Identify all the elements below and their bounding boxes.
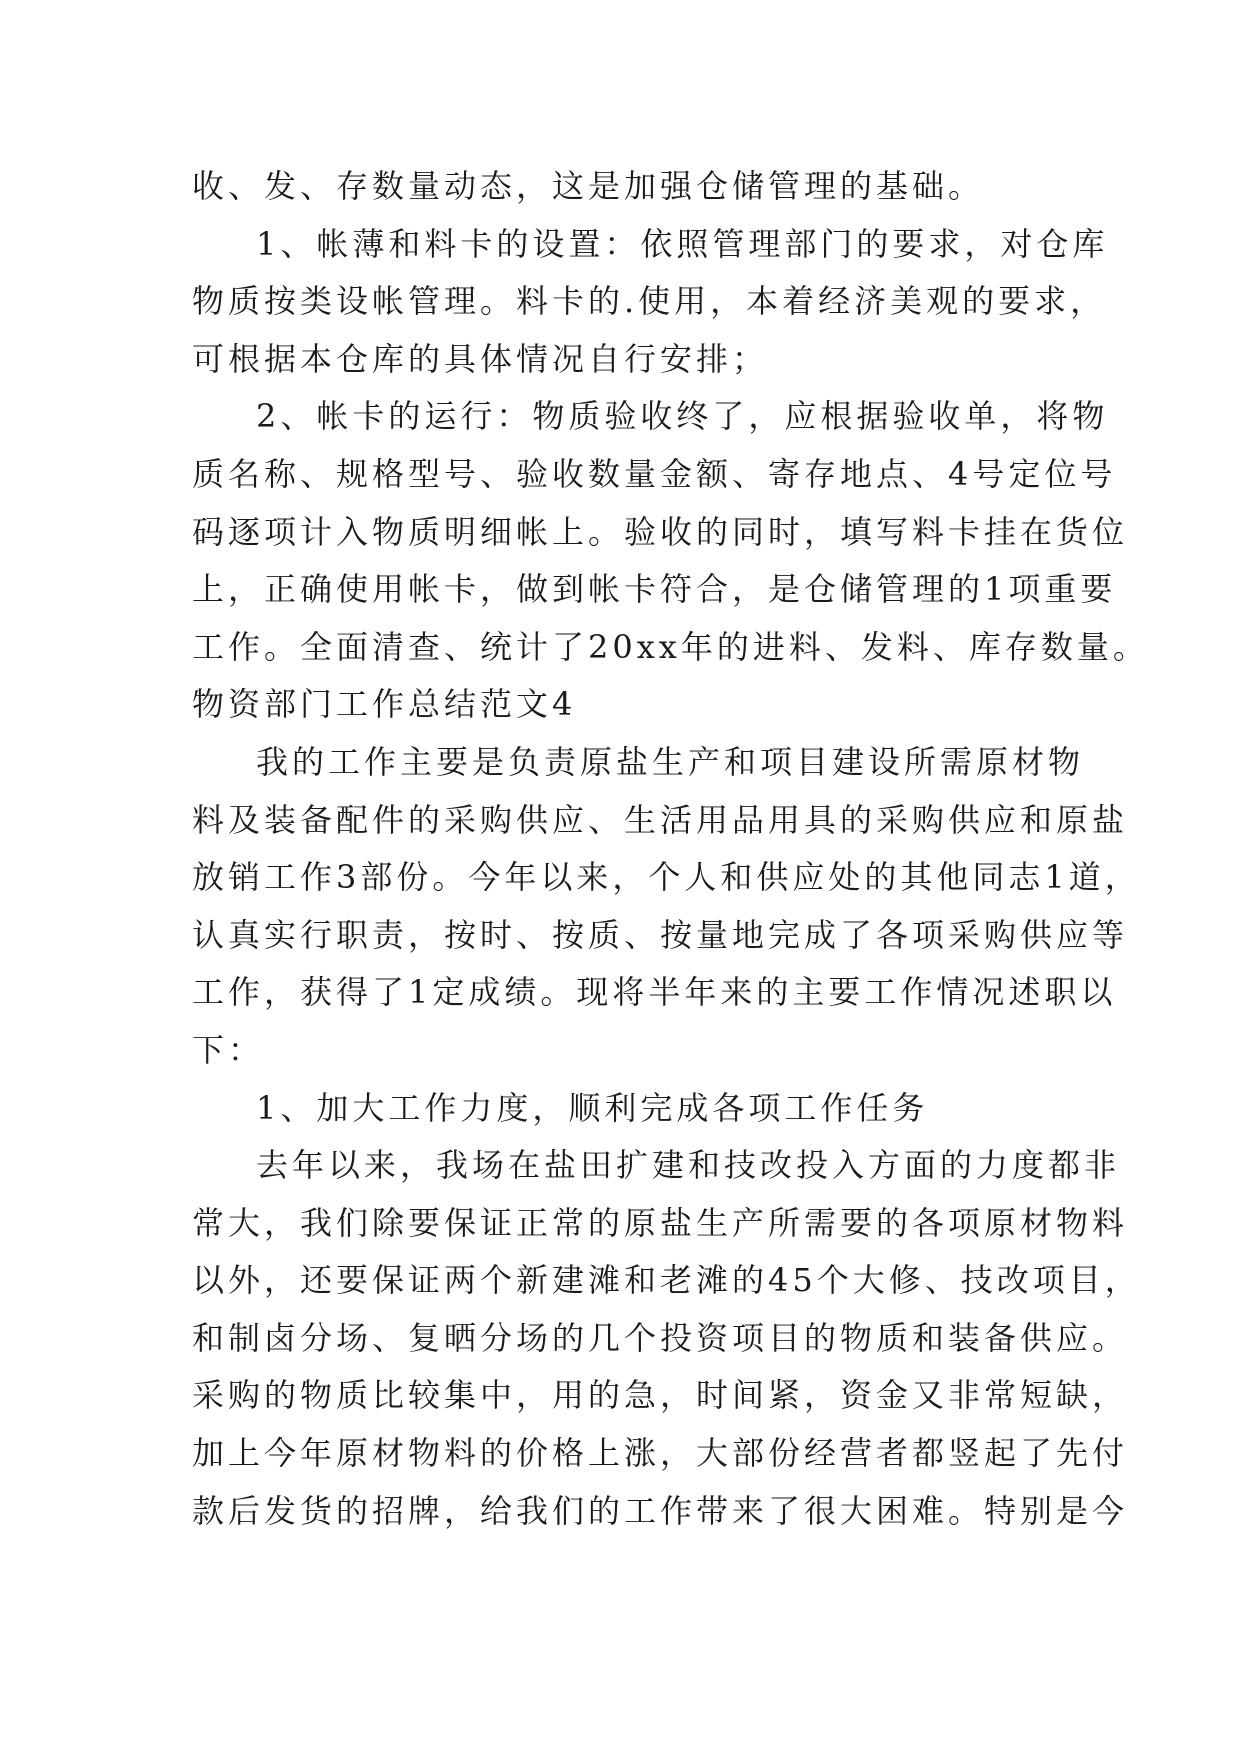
section-title: 物资部门工作总结范文4 bbox=[192, 685, 577, 724]
subheading: 1、加大工作力度，顺利完成各项工作任务 bbox=[256, 1088, 929, 1127]
text-line: 质名称、规格型号、验收数量金额、寄存地点、4号定位号 bbox=[192, 454, 1117, 493]
text-line: 以外，还要保证两个新建滩和老滩的45个大修、技改项目， bbox=[192, 1261, 1141, 1300]
text-line: 认真实行职责，按时、按质、按量地完成了各项采购供应等 bbox=[192, 915, 1129, 954]
text-line: 采购的物质比较集中，用的急，时间紧，资金又非常短缺， bbox=[192, 1376, 1129, 1415]
text-line: 收、发、存数量动态，这是加强仓储管理的基础。 bbox=[192, 167, 985, 205]
text-line: 去年以来，我场在盐田扩建和技改投入方面的力度都非 bbox=[256, 1146, 1121, 1185]
text-line: 料及装备配件的采购供应、生活用品用具的采购供应和原盐 bbox=[192, 800, 1129, 839]
text-line: 码逐项计入物质明细帐上。验收的同时，填写料卡挂在货位 bbox=[192, 512, 1129, 551]
text-line: 物质按类设帐管理。料卡的.使用，本着经济美观的要求， bbox=[192, 282, 1107, 321]
text-line: 常大，我们除要保证正常的原盐生产所需要的各项原材物料 bbox=[192, 1203, 1129, 1242]
text-line: 加上今年原材物料的价格上涨，大部份经营者都竖起了先付 bbox=[192, 1434, 1129, 1473]
text-line: 上，正确使用帐卡，做到帐卡符合，是仓储管理的1项重要 bbox=[192, 570, 1117, 609]
text-line: 下： bbox=[192, 1030, 265, 1069]
text-line: 2、帐卡的运行：物质验收终了，应根据验收单，将物 bbox=[256, 397, 1109, 436]
text-line: 款后发货的招牌，给我们的工作带来了很大困难。特别是今 bbox=[192, 1491, 1129, 1530]
text-line: 我的工作主要是负责原盐生产和项目建设所需原材物 bbox=[256, 742, 1085, 781]
text-line: 1、帐薄和料卡的设置：依照管理部门的要求，对仓库 bbox=[256, 224, 1109, 263]
body-text bbox=[192, 158, 1149, 1540]
text-line: 工作。全面清查、统计了20xx年的进料、发料、库存数量。 bbox=[192, 627, 1149, 666]
text-line: 放销工作3部份。今年以来，个人和供应处的其他同志1道， bbox=[192, 858, 1141, 897]
text-line: 和制卤分场、复晒分场的几个投资项目的物质和装备供应。 bbox=[192, 1318, 1129, 1357]
text-line: 可根据本仓库的具体情况自行安排； bbox=[192, 339, 769, 378]
text-line: 工作，获得了1定成绩。现将半年来的主要工作情况述职以 bbox=[192, 973, 1117, 1012]
